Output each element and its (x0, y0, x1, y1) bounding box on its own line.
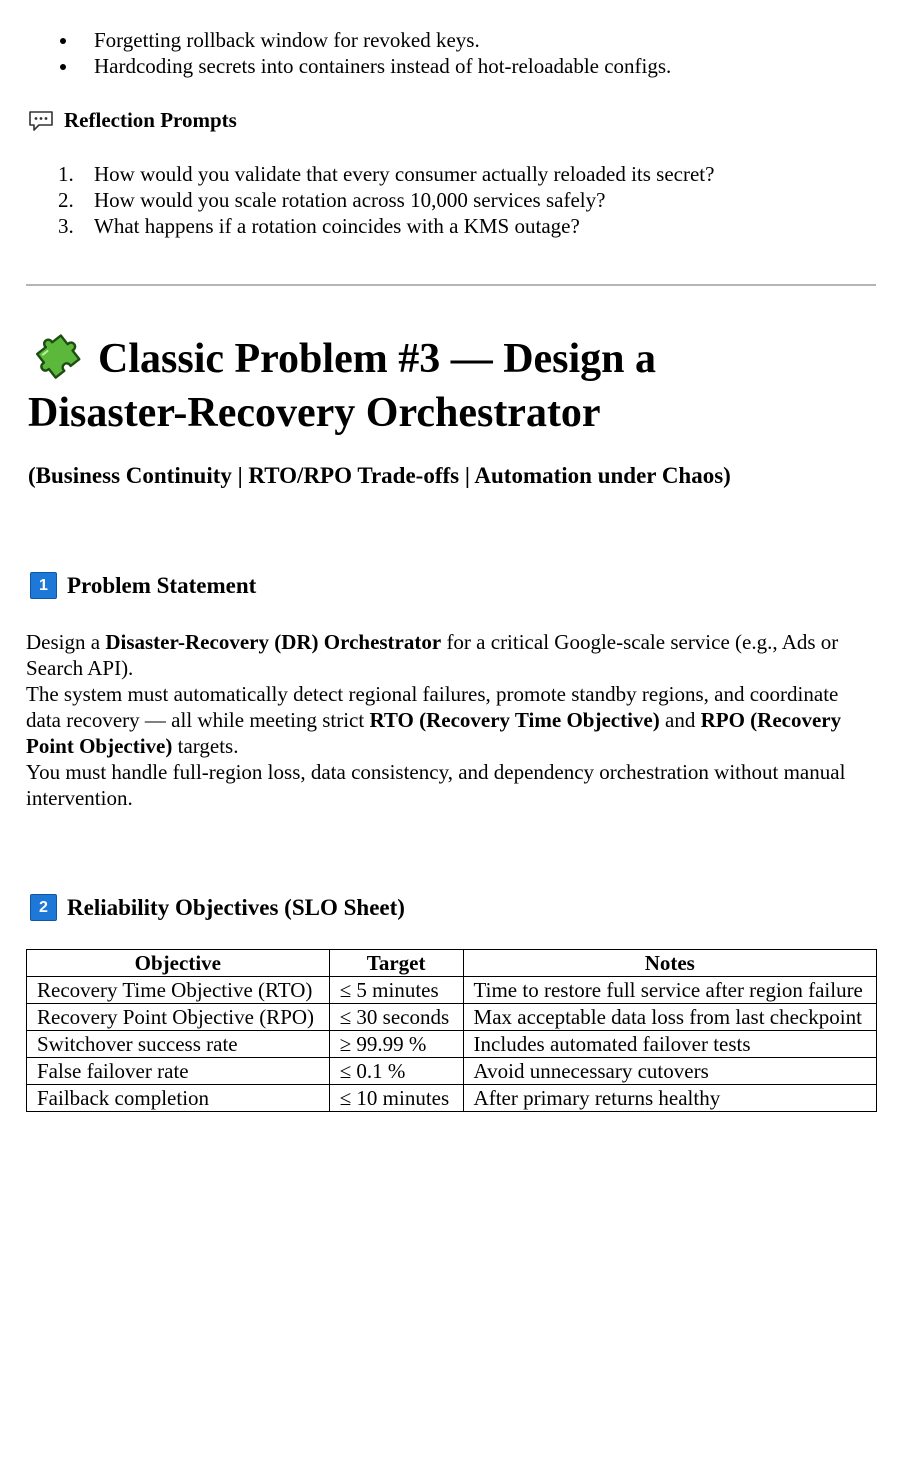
notes-cell: Time to restore full service after region failure (463, 977, 876, 1004)
pitfalls-list (60, 27, 671, 79)
paragraph: The system must automatically detect regional failures, promote standby regions, and coordinate data recovery — all while meeting strict RTO (Recovery Time Objective) and RPO (Recovery Point Objective) targets. (26, 682, 842, 758)
table-row (27, 1031, 877, 1058)
objective-cell: Switchover success rate (27, 1031, 330, 1058)
table-row (27, 1085, 877, 1112)
objective-cell: Failback completion (27, 1085, 330, 1112)
reflection-heading (28, 108, 237, 133)
notes-cell: Avoid unnecessary cutovers (463, 1058, 876, 1085)
paragraph: Design a Disaster-Recovery (DR) Orchestrator for a critical Google-scale service (e.g., Ads or Search API). (26, 630, 839, 680)
bullet-icon (60, 38, 66, 44)
slo-table (26, 949, 877, 1112)
puzzle-piece-icon (28, 330, 86, 380)
notes-cell: Max acceptable data loss from last checkpoint (463, 1004, 876, 1031)
list-item: 2. How would you scale rotation across 10,000 services safely? (58, 188, 606, 212)
target-cell: ≤ 0.1 % (329, 1058, 463, 1085)
list-item: 3. What happens if a rotation coincides with a KMS outage? (58, 214, 580, 238)
list-item: Hardcoding secrets into containers instead of hot-reloadable configs. (60, 53, 671, 79)
section-heading-slo (30, 894, 405, 921)
section-title: Problem Statement (67, 572, 257, 598)
column-header: Notes (463, 950, 876, 977)
column-header: Target (329, 950, 463, 977)
notes-cell: After primary returns healthy (463, 1085, 876, 1112)
section-heading-problem (30, 572, 256, 599)
objective-cell: False failover rate (27, 1058, 330, 1085)
number-2-icon: 2 (30, 894, 57, 921)
table-header-row (27, 950, 877, 977)
reflection-list (58, 161, 714, 239)
objective-cell: Recovery Point Objective (RPO) (27, 1004, 330, 1031)
objective-cell: Recovery Time Objective (RTO) (27, 977, 330, 1004)
notes-cell: Includes automated failover tests (463, 1031, 876, 1058)
list-item: 1. How would you validate that every consumer actually reloaded its secret? (58, 162, 715, 186)
column-header: Objective (27, 950, 330, 977)
reflection-title: Reflection Prompts (64, 108, 237, 132)
page-subtitle: (Business Continuity | RTO/RPO Trade-offs | Automation under Chaos) (28, 463, 731, 488)
bullet-icon (60, 64, 66, 70)
table-row (27, 1004, 877, 1031)
target-cell: ≤ 10 minutes (329, 1085, 463, 1112)
title-line-2: Disaster-Recovery Orchestrator (28, 390, 601, 436)
problem-statement (26, 629, 874, 811)
title-line-1: Classic Problem #3 — Design a (98, 336, 657, 382)
speech-bubble-icon (28, 110, 54, 132)
target-cell: ≤ 30 seconds (329, 1004, 463, 1031)
target-cell: ≥ 99.99 % (329, 1031, 463, 1058)
table-row (27, 977, 877, 1004)
paragraph: You must handle full-region loss, data consistency, and dependency orchestration without manual intervention. (26, 760, 846, 810)
number-1-icon: 1 (30, 572, 57, 599)
list-item: Forgetting rollback window for revoked keys. (60, 27, 671, 53)
horizontal-divider (26, 284, 876, 286)
page-title (28, 330, 878, 440)
target-cell: ≤ 5 minutes (329, 977, 463, 1004)
table-row (27, 1058, 877, 1085)
section-title: Reliability Objectives (SLO Sheet) (67, 894, 405, 920)
